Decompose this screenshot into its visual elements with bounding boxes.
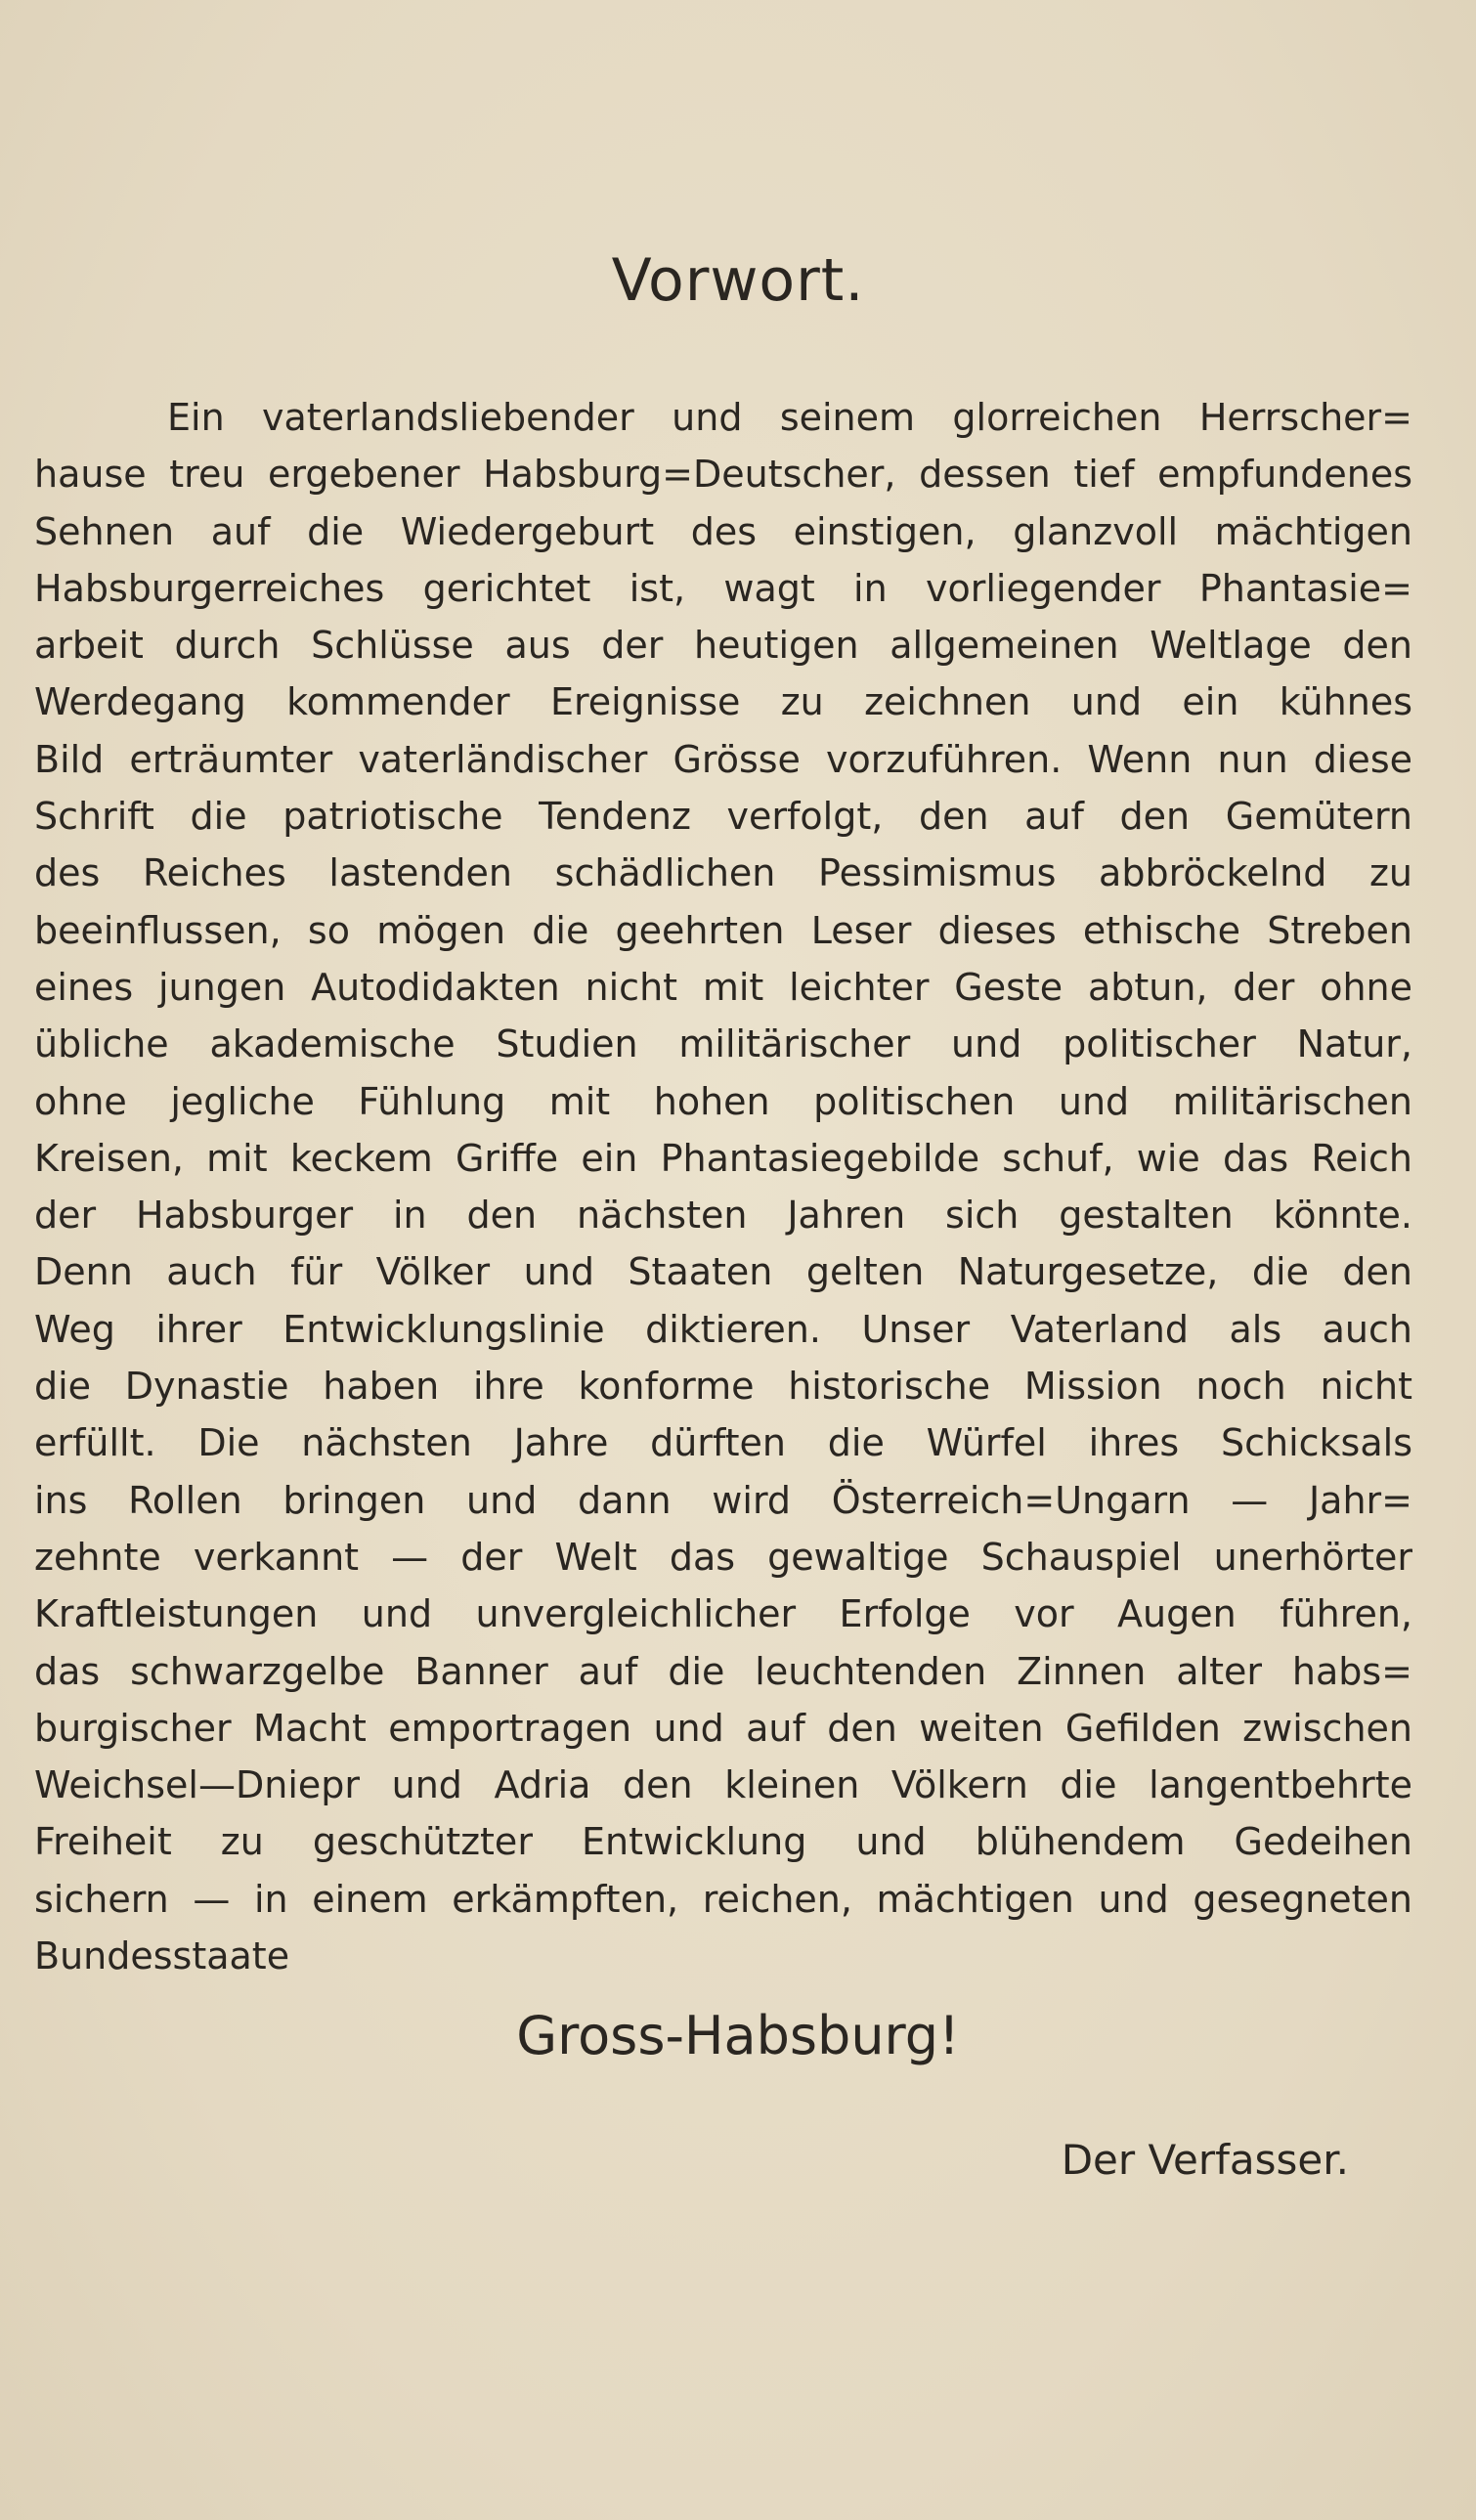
text-line: hause treu ergebener Habsburg=Deutscher, dessen tief empfundenes <box>34 453 1412 497</box>
text-line: Weichsel—Dniepr und Adria den kleinen Völkern die langentbehrte <box>34 1763 1412 1807</box>
text-line: übliche akademische Studien militärischer und politischer Natur, <box>34 1022 1412 1066</box>
text-line: Weg ihrer Entwicklungslinie diktieren. Unser Vaterland als auch <box>34 1307 1412 1351</box>
text-line: Bundesstaate <box>34 1934 290 1978</box>
text-line: der Habsburger in den nächsten Jahren sich gestalten könnte. <box>34 1194 1412 1238</box>
text-line: burgischer Macht emportragen und auf den weiten Gefilden zwischen <box>34 1706 1412 1750</box>
text-line: Denn auch für Völker und Staaten gelten Naturgesetze, die den <box>34 1250 1412 1294</box>
text-line: erfüllt. Die nächsten Jahre dürften die Würfel ihres Schicksals <box>34 1421 1412 1465</box>
text-line: das schwarzgelbe Banner auf die leuchtenden Zinnen alter habs= <box>34 1649 1412 1693</box>
text-line: eines jungen Autodidakten nicht mit leichter Geste abtun, der ohne <box>34 965 1412 1009</box>
text-line: Kraftleistungen und unvergleichlicher Erfolge vor Augen führen, <box>34 1592 1412 1636</box>
text-line: Kreisen, mit keckem Griffe ein Phantasiegebilde schuf, wie das Reich <box>34 1136 1412 1180</box>
text-line: zehnte verkannt — der Welt das gewaltige Schauspiel unerhörter <box>34 1535 1412 1579</box>
text-line: Werdegang kommender Ereignisse zu zeichnen und ein kühnes <box>34 680 1412 724</box>
text-line: sichern — in einem erkämpften, reichen, mächtigen und gesegneten <box>34 1877 1412 1921</box>
text-line: Ein vaterlandsliebender und seinem glorreichen Herrscher= <box>167 396 1412 439</box>
text-line: die Dynastie haben ihre konforme historische Mission noch nicht <box>34 1365 1412 1409</box>
text-line: Sehnen auf die Wiedergeburt des einstigen, glanzvoll mächtigen <box>34 509 1412 553</box>
text-line: Habsburgerreiches gerichtet ist, wagt in vorliegender Phantasie= <box>34 566 1412 610</box>
text-line: ohne jegliche Fühlung mit hohen politischen und militärischen <box>34 1079 1412 1123</box>
text-line: ins Rollen bringen und dann wird Österreich=Ungarn — Jahr= <box>34 1478 1412 1522</box>
text-line: Schrift die patriotische Tendenz verfolgt, den auf den Gemütern <box>34 795 1412 839</box>
page-title: Vorwort. <box>611 246 865 315</box>
text-line: beeinflussen, so mögen die geehrten Leser dieses ethische Streben <box>34 908 1412 952</box>
text-line: des Reiches lastenden schädlichen Pessimismus abbröckelnd zu <box>34 851 1412 895</box>
text-line: Freiheit zu geschützter Entwicklung und blühendem Gedeihen <box>34 1820 1412 1864</box>
closing-exclamation: Gross-Habsburg! <box>516 2005 960 2066</box>
author-signature: Der Verfasser. <box>1061 2136 1349 2184</box>
text-line: arbeit durch Schlüsse aus der heutigen allgemeinen Weltlage den <box>34 624 1412 668</box>
body-paragraph <box>34 389 1412 1984</box>
text-line: Bild erträumter vaterländischer Grösse vorzuführen. Wenn nun diese <box>34 737 1412 781</box>
